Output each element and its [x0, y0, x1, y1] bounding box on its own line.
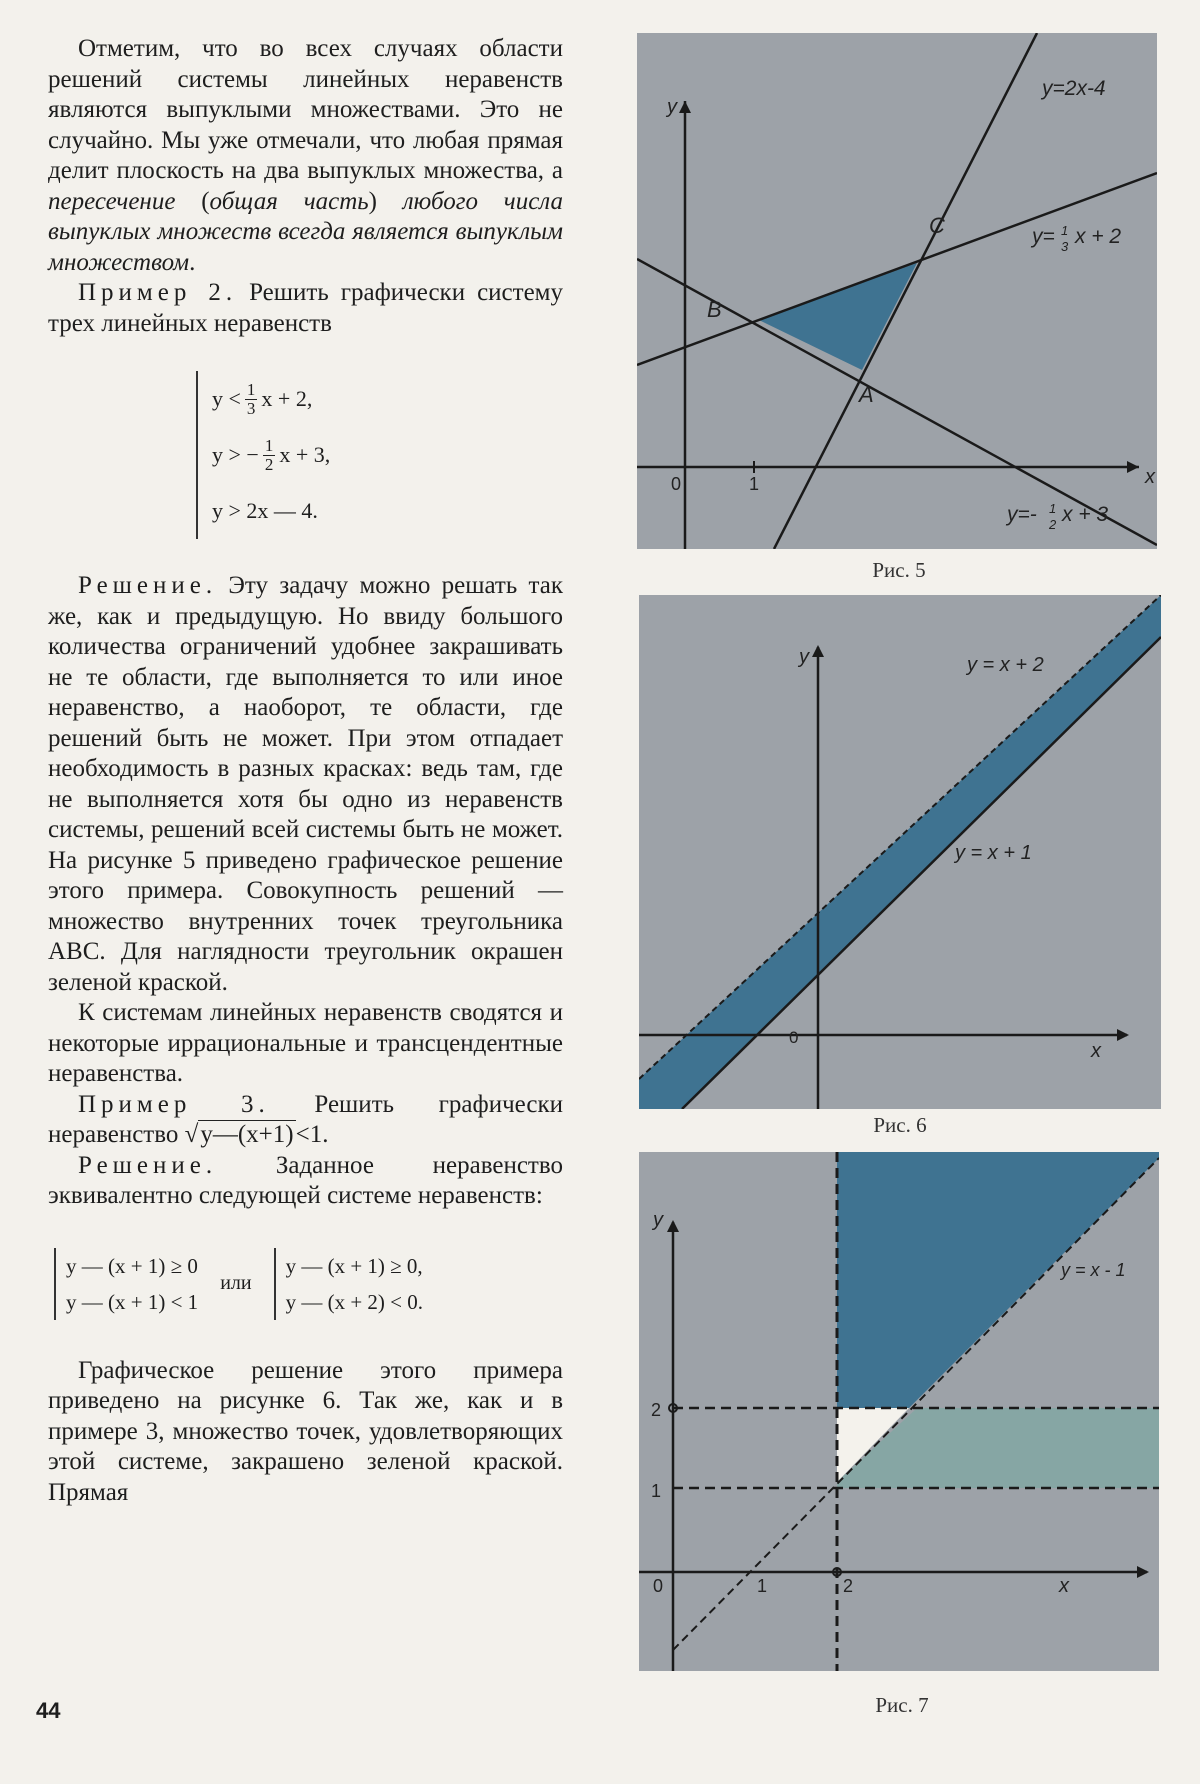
paragraph-example2: Пример 2. Решить графически систему трех линейных неравенств: [48, 279, 563, 337]
label-line2-num: 1: [1061, 223, 1069, 238]
label-line3-b: x + 3: [1062, 503, 1109, 526]
text-column: [48, 34, 563, 1508]
tick-0-label: 0: [653, 1576, 664, 1596]
label-upper-line: y = x + 2: [967, 654, 1044, 676]
figure-5: [637, 33, 1157, 549]
label-line2-b: x + 2: [1075, 225, 1122, 248]
x-axis-arrow: [1127, 461, 1139, 473]
label-lower-line: y = x + 1: [955, 842, 1032, 864]
label-line1: y=2x-4: [1042, 77, 1106, 100]
tick-y1-label: 1: [651, 1481, 662, 1501]
tick-x2-label: 2: [843, 1576, 854, 1596]
point-c-label: C: [929, 213, 945, 238]
figure-7-graphic: [639, 1152, 1159, 1671]
label-line3-a: y=-: [1007, 503, 1037, 526]
inequality-row: y > 2x — 4.: [212, 498, 318, 523]
strip-between-lines: [639, 595, 1161, 1109]
label-line: y = x - 1: [1061, 1260, 1126, 1280]
line-y-x-plus-1: [682, 637, 1161, 1109]
tick-0-label: 0: [789, 1028, 799, 1047]
axis-x-label: x: [1145, 466, 1155, 488]
inequality-system-2: y — (x + 1) ≥ 0 y — (x + 1) < 1 или y — (x + 1) ≥ 0, y — (x + 2) < 0.: [54, 1248, 563, 1320]
paragraph-last: Графическое решение этого примера приведено на рисунке 6. Так же, как и в примере 3, множество точек, удовлетворяющих этой системе, закрашено зеленой краской. Прямая: [48, 1356, 563, 1506]
line-y-2x-minus-4: [774, 33, 1037, 549]
inequality-system-1: [196, 371, 563, 539]
point-a-label: A: [859, 382, 874, 407]
axis-x-label: x: [1091, 1040, 1101, 1062]
figure-7: [639, 1152, 1159, 1671]
figure-6-caption: Рис. 6: [873, 1113, 927, 1137]
paragraph-solution3: Решение. Заданное неравенство эквивалентно следующей системе неравенств:: [48, 1151, 563, 1209]
figure-6-graphic: [639, 595, 1161, 1109]
page-number: 44: [36, 1698, 61, 1723]
y-axis-arrow: [679, 101, 691, 113]
figure-7-caption: Рис. 7: [875, 1693, 929, 1717]
paragraph-reduce: К системам линейных неравенств сводятся и некоторые иррациональные и трансцендентные неравенства.: [48, 999, 563, 1087]
x-axis-arrow: [1117, 1029, 1129, 1041]
y-axis-arrow: [667, 1220, 679, 1232]
region-upper: [837, 1152, 1159, 1408]
point-b-label: B: [707, 297, 722, 322]
line-y-x-plus-2: [639, 595, 1161, 1079]
label-line2-a: y=: [1032, 225, 1055, 248]
label-line2-den: 3: [1061, 239, 1069, 254]
tick-y2-label: 2: [651, 1400, 662, 1420]
label-line3-num: 1: [1049, 501, 1057, 516]
axis-x-label: x: [1059, 1575, 1069, 1597]
label-line3-den: 2: [1049, 517, 1057, 532]
figure-5-graphic: [637, 33, 1157, 549]
line-y-third-x-plus-2: [637, 173, 1157, 365]
figure-5-caption: Рис. 5: [872, 558, 926, 582]
y-axis-arrow: [812, 645, 824, 657]
tick-1-label: 1: [749, 474, 760, 494]
axis-y-label: y: [667, 96, 677, 118]
tick-0-label: 0: [671, 474, 682, 494]
figure-6: [639, 595, 1161, 1109]
inequality-row: y < $\frac{1}{3}$ x + 2,: [212, 379, 313, 418]
axis-y-label: y: [799, 646, 809, 668]
x-axis-arrow: [1137, 1566, 1149, 1578]
tick-x1-label: 1: [757, 1576, 768, 1596]
axis-y-label: y: [653, 1209, 663, 1231]
paragraph-example3: Пример 3. Решить графически неравенство √y—(x+1)<1.: [48, 1090, 563, 1148]
paragraph-solution: Решение. Эту задачу можно решать так же, как и предыдущую. Но ввиду большого количества ограничений удобнее закрашивать не те области, где выполняется то или иное неравенство, а наоборот, те области, где решений быть не может. При этом отпадает необходимость в разных красках: ведь там, где не выполняется хотя бы одно из неравенств системы, решений всей системы быть не может. На рисунке 5 приведено графическое решение этого примера. Совокупность решений — множество внутренних точек треугольника ABC. Для наглядности треугольник окрашен зеленой краской.: [48, 572, 564, 996]
inequality-row: y > − $\frac{1}{2}$ x + 3,: [212, 435, 331, 474]
paragraph-convex: Отметим, что во всех случаях области решений системы линейных неравенств являются выпуклыми множествами. Это не случайно. Мы уже отмечали, что любая прямая делит плоскость на два выпуклых множества, а пересечение (общая часть) любого числа выпуклых множеств всегда является выпуклым множеством.: [48, 35, 563, 276]
